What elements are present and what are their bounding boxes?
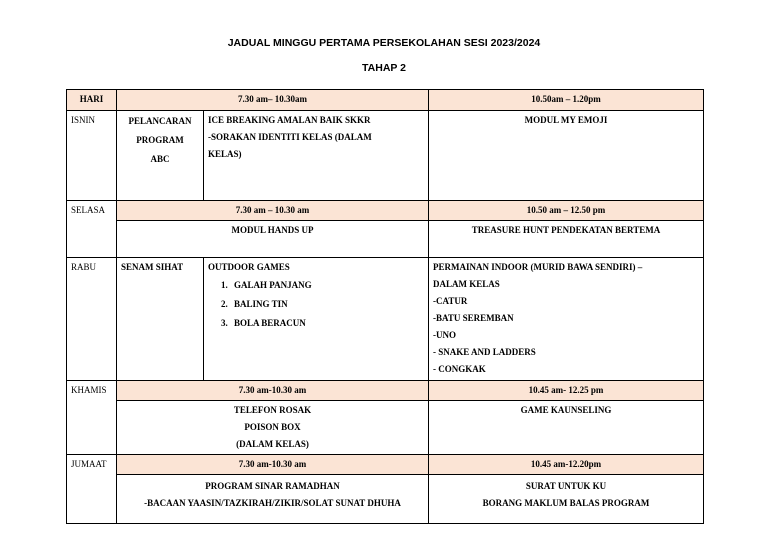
isnin-activity-1 — [117, 111, 204, 201]
header-slot1-cell: 7.30 am– 10.30am — [117, 90, 429, 111]
rabu-indoor-line: - CONGKAK — [433, 364, 486, 374]
khamis-activity-2: GAME KAUNSELING — [429, 401, 704, 455]
jumaat-activity-line: SURAT UNTUK KU — [525, 481, 607, 491]
rabu-activity-2 — [204, 258, 429, 381]
khamis-activity-line: POISON BOX — [244, 422, 301, 432]
isnin-activity-2-line: KELAS) — [208, 149, 242, 159]
jumaat-time-row — [67, 455, 704, 475]
day-selasa: SELASA — [67, 201, 117, 258]
isnin-activity-1-line: PELANCARAN — [128, 116, 192, 126]
jumaat-activity-row — [67, 475, 704, 524]
header-day-cell: HARI — [67, 90, 117, 111]
day-khamis: KHAMIS — [67, 381, 117, 455]
rabu-indoor-line: -CATUR — [433, 296, 468, 306]
jumaat-slot2: 10.45 am-12.20pm — [429, 455, 704, 475]
list-item: 3. BOLA BERACUN — [230, 314, 424, 333]
isnin-row — [67, 111, 704, 201]
jumaat-activity-line: BORANG MAKLUM BALAS PROGRAM — [482, 498, 650, 508]
selasa-activity-1: MODUL HANDS UP — [117, 221, 429, 258]
khamis-slot2: 10.45 am- 12.25 pm — [429, 381, 704, 401]
selasa-activity-row — [67, 221, 704, 258]
isnin-activity-3: MODUL MY EMOJI — [429, 111, 704, 201]
day-isnin: ISNIN — [67, 111, 117, 201]
rabu-indoor-line: PERMAINAN INDOOR (MURID BAWA SENDIRI) – — [433, 262, 643, 272]
header-slot2-cell: 10.50am – 1.20pm — [429, 90, 704, 111]
khamis-time-row — [67, 381, 704, 401]
document-title: JADUAL MINGGU PERTAMA PERSEKOLAHAN SESI 2023/2024 — [227, 37, 541, 49]
selasa-time-row — [67, 201, 704, 221]
jumaat-slot1: 7.30 am-10.30 am — [117, 455, 429, 475]
khamis-activity-1 — [117, 401, 429, 455]
day-rabu: RABU — [67, 258, 117, 381]
day-jumaat: JUMAAT — [67, 455, 117, 524]
outdoor-games-list — [208, 276, 424, 333]
rabu-activity-3 — [429, 258, 704, 381]
rabu-activity-1: SENAM SIHAT — [117, 258, 204, 381]
header-row — [67, 90, 704, 111]
jumaat-activity-line: -BACAAN YAASIN/TAZKIRAH/ZIKIR/SOLAT SUNAT DHUHA — [144, 498, 401, 508]
selasa-slot2: 10.50 am – 12.50 pm — [429, 201, 704, 221]
selasa-slot1: 7.30 am – 10.30 am — [117, 201, 429, 221]
isnin-activity-1-line: PROGRAM — [136, 135, 184, 145]
rabu-row — [67, 258, 704, 381]
rabu-indoor-line: -BATU SEREMBAN — [433, 313, 514, 323]
list-item: 2. BALING TIN — [230, 295, 424, 314]
rabu-outdoor-title: OUTDOOR GAMES — [208, 262, 290, 272]
jumaat-activity-line: PROGRAM SINAR RAMADHAN — [205, 481, 340, 491]
khamis-activity-row — [67, 401, 704, 455]
list-item: 1. GALAH PANJANG — [230, 276, 424, 295]
khamis-activity-line: TELEFON ROSAK — [233, 405, 312, 415]
rabu-indoor-line: - SNAKE AND LADDERS — [433, 347, 536, 357]
khamis-activity-line: (DALAM KELAS) — [236, 439, 309, 449]
selasa-activity-2: TREASURE HUNT PENDEKATAN BERTEMA — [429, 221, 704, 258]
schedule-table — [66, 89, 704, 524]
rabu-indoor-line: DALAM KELAS — [433, 279, 500, 289]
isnin-activity-2-line: -SORAKAN IDENTITI KELAS (DALAM — [208, 132, 372, 142]
jumaat-activity-2 — [429, 475, 704, 524]
rabu-indoor-line: -UNO — [433, 330, 456, 340]
isnin-activity-2 — [204, 111, 429, 201]
jumaat-activity-1 — [117, 475, 429, 524]
khamis-slot1: 7.30 am-10.30 am — [117, 381, 429, 401]
document-subtitle: TAHAP 2 — [362, 62, 406, 74]
isnin-activity-1-line: ABC — [150, 154, 170, 164]
isnin-activity-2-line: ICE BREAKING AMALAN BAIK SKKR — [208, 115, 371, 125]
